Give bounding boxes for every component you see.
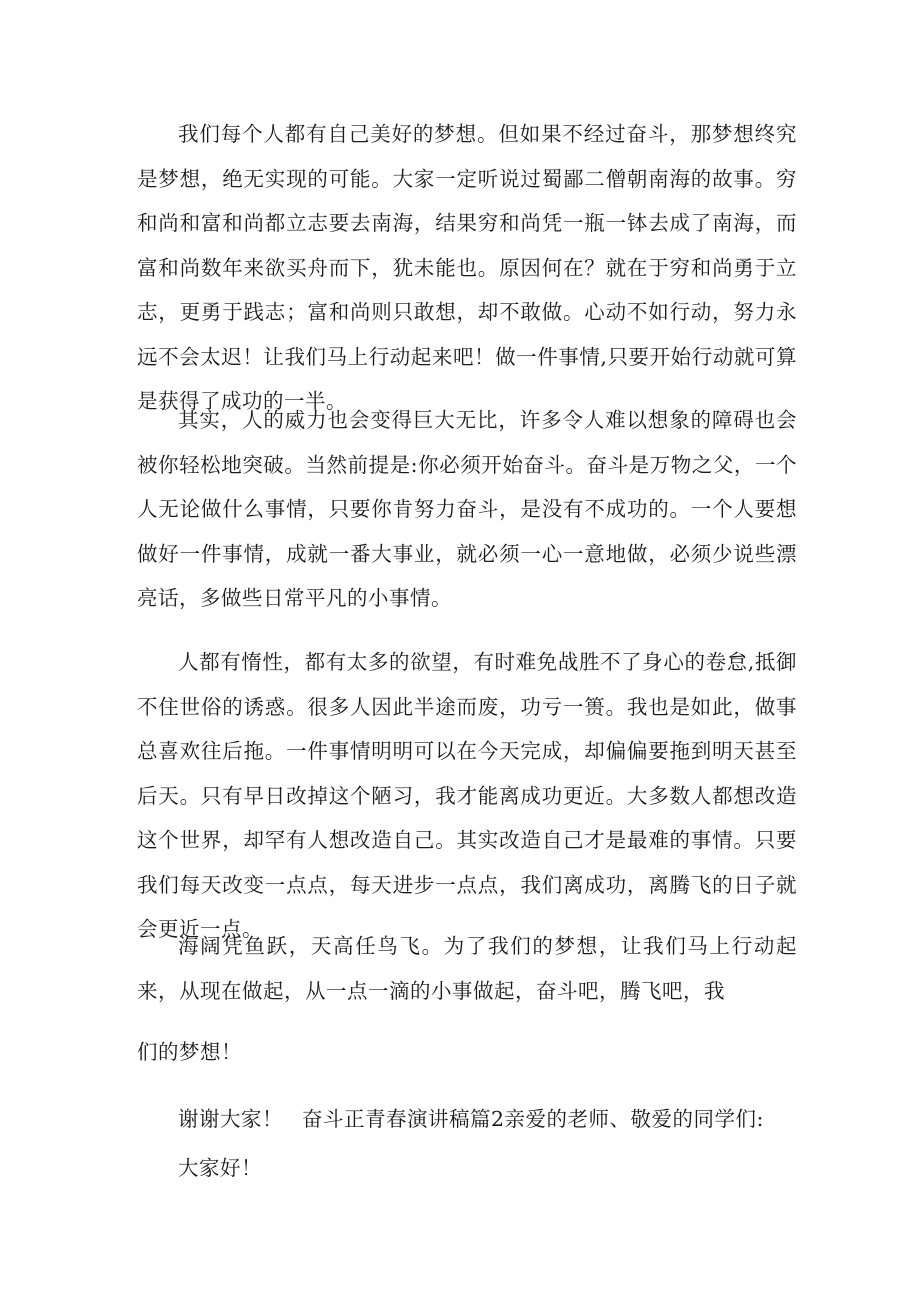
- next-section-heading: 奋斗正青春演讲稿篇2亲爱的老师、敬爱的同学们:: [302, 1107, 764, 1131]
- paragraph-power: 其实，人的威力也会变得巨大无比，许多令人难以想象的障碍也会被你轻松地突破。当然前提是:你必须开始奋斗。奋斗是万物之父，一个人无论做什么事情，只要你肯努力奋斗，是没有不成功的。一个人要想做好一件事情，成就一番大事业，就必须一心一意地做，必须少说些漂亮话，多做些日常平凡的小事情。: [137, 408, 797, 610]
- paragraph-inertia: 人都有惰性，都有太多的欲望，有时难免战胜不了身心的卷怠,抵御不住世俗的诱惑。很多人因此半途而废，功亏一篑。我也是如此，做事总喜欢往后拖。一件事情明明可以在今天完成，却偏偏要拖到明天甚至后天。只有早日改掉这个陋习，我才能离成功更近。大多数人都想改造这个世界，却罕有人想改造自己。其实改造自己才是最难的事情。只要我们每天改变一点点，每天进步一点点，我们离成功，离腾飞的日子就会更近一点。: [137, 650, 797, 941]
- thanks-line: 谢谢大家！: [178, 1107, 283, 1131]
- paragraph-dream: 我们每个人都有自己美好的梦想。但如果不经过奋斗，那梦想终究是梦想，绝无实现的可能。大家一定听说过蜀鄙二僧朝南海的故事。穷和尚和富和尚都立志要去南海，结果穷和尚凭一瓶一钵去成了南海，而富和尚数年来欲买舟而下，犹未能也。原因何在？就在于穷和尚勇于立志，更勇于践志；富和尚则只敢想，却不敢做。心动不如行动，努力永远不会太迟！让我们马上行动起来吧！做一件事情,只要开始行动就可算是获得了成功的一半。: [137, 122, 797, 413]
- paragraph-closing: 海阔凭鱼跃，天高任鸟飞。为了我们的梦想，让我们马上行动起来，从现在做起，从一点一滴的小事做起，奋斗吧，腾飞吧，我: [137, 934, 797, 1003]
- greeting-line: 大家好！: [178, 1156, 262, 1180]
- paragraph-continuation: 们的梦想！: [137, 1040, 242, 1064]
